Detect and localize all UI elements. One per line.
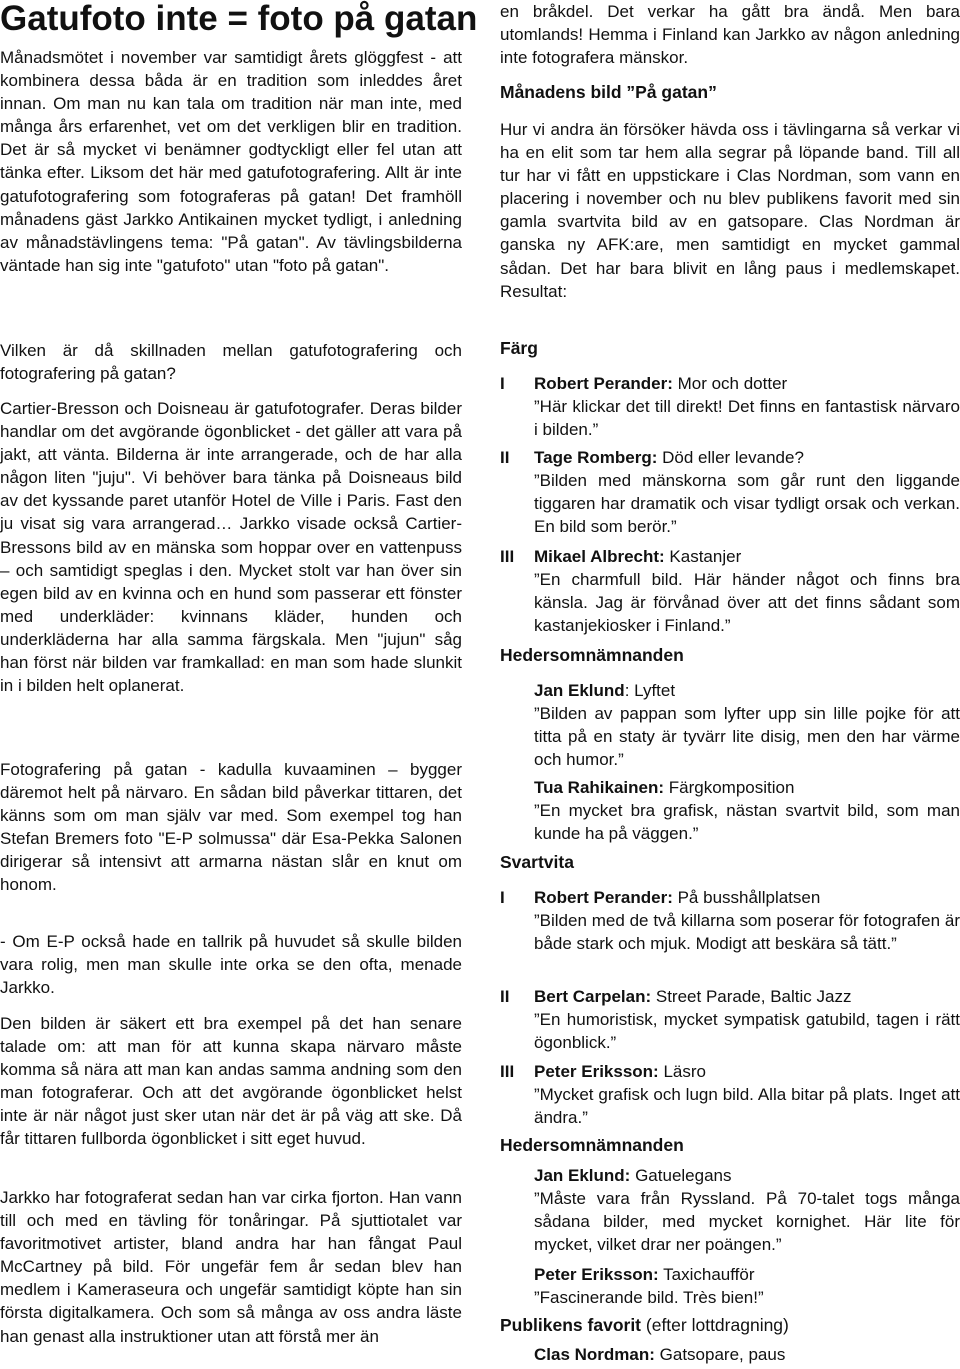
jury-comment: ”Här klickar det till direkt! Det finns en fantastisk närvaro i bilden.” bbox=[534, 397, 960, 440]
paragraph-gatufotografer: Cartier-Bresson och Doisneau är gatufotografer. Deras bilder handlar om det avgörande ögonblicket - det gäller att vara på jakt, att vänta. Bilderna är inte arrangerade, och de har alla någon liten "juju". Vi behöver bara tänka på Doisneaus bild av det kyssande paret utanför Hotel de Ville i Paris. Fast den ju visat sig vara arrangerad… Jarkko visade också Cartier-Bressons bild av en mänska som hoppar over en vattenpuss – och samtidigt speglas i den. Mycket stolt var han över sin egen bild av en kvinna och en hund som passerar ett fönster med underkläder: kvinnans kläder, hunden och underkläderna har alla samma färgskala. Men "jujun" såg han först när bilden var framkallad: en man som hade slunkit in i bilden helt oplanerat. bbox=[0, 399, 462, 696]
jury-comment: ”En charmfull bild. Här händer något och finns bra känsla. Jag är förvånad över att det finns sådant som kastanjekiosker i Finland.” bbox=[534, 570, 960, 636]
photographer-name: Tage Romberg: bbox=[534, 448, 658, 467]
photo-title: Död eller levande? bbox=[657, 448, 804, 467]
hedersomnamnanden-heading: Hedersomnämnanden bbox=[500, 645, 684, 665]
paragraph-narvaro: Fotografering på gatan - kadulla kuvaaminen – bygger däremot helt på närvaro. En sådan bild påverkar tittaren, det känns som om man själv var med. Som exempel tog han Stefan Bremers foto "E-P solmussa" där Esa-Pekka Salonen dirigerar så intensivt att armarna nästan slår en knut om honom. bbox=[0, 760, 462, 895]
farg-heading: Färg bbox=[500, 338, 538, 358]
month-text: Hur vi andra än försöker hävda oss i tävlingarna så verkar vi ha en elit som tar hem alla segrar på löpande band. Till all tur har vi fått en uppstickare i Clas Nordman, som vann en placering i november och nu blev publikens favorit med sin gamla svartvita bild av en gatsopare. Clas Nordman är ganska ny AFK:are, men samtidigt en mycket gammal sådan. Det har bara blivit en lång paus i medlemskapet. Resultat: bbox=[500, 120, 960, 301]
jury-comment: ”En mycket bra grafisk, nästan svartvit bild, som man kunde ha på väggen.” bbox=[534, 801, 960, 844]
paragraph-intro: Månadsmötet i november var samtidigt årets glöggfest - att kombinera dessa båda är en tradition som inleddes året innan. Om man nu kan tala om tradition när man inte, med många års erfarenhet, vet om det verkligen blir en tradition. Det är så mycket vi benämner godtyckligt eller fel utan att tänka efter. Liksom det här med gatufotografering. Allt är inte gatufotografering som fotograferas på gatan! Det framhöll månadens gäst Jarkko Antikainen mycket tydligt, i anledning av månadstävlingens tema: "På gatan". Av tävlingsbilderna väntade han sig inte "gatufoto" utan "foto på gatan". bbox=[0, 48, 462, 275]
photographer-name: Peter Eriksson: bbox=[534, 1062, 659, 1081]
jury-comment: ”Bilden med de två killarna som poserar för fotografen är både stark och mjuk. Modigt att beskära så tätt.” bbox=[534, 911, 960, 954]
photographer-name: Robert Perander: bbox=[534, 374, 673, 393]
photo-title: Läsro bbox=[658, 1062, 706, 1081]
photographer-name: Clas Nordman: bbox=[534, 1345, 655, 1364]
result-rank: II bbox=[500, 987, 510, 1006]
photo-title: Gatuelegans bbox=[630, 1166, 732, 1185]
article-title: Gatufoto inte = foto på gatan bbox=[0, 0, 478, 38]
result-rank: III bbox=[500, 547, 515, 566]
photo-title: Kastanjer bbox=[664, 547, 742, 566]
photo-title: Gatsopare, paus bbox=[654, 1345, 786, 1364]
jury-comment: ”Bilden av pappan som lyfter upp sin lille pojke för att titta på en staty är tyvärr lite disig, men den har värme och humor.” bbox=[534, 704, 960, 770]
publikens-favorit-note: (efter lottdragning) bbox=[641, 1315, 789, 1335]
photo-title: Färgkomposition bbox=[664, 778, 795, 797]
month-heading: Månadens bild ”På gatan” bbox=[500, 82, 717, 102]
result-rank: I bbox=[500, 888, 505, 907]
result-rank: I bbox=[500, 374, 505, 393]
result-rank: II bbox=[500, 448, 510, 467]
photographer-name: Tua Rahikainen: bbox=[534, 778, 665, 797]
paragraph-question: Vilken är då skillnaden mellan gatufotografering och fotografering på gatan? bbox=[0, 341, 462, 384]
photographer-name: Peter Eriksson: bbox=[534, 1265, 659, 1284]
photographer-name: Jan Eklund: bbox=[534, 1166, 631, 1185]
photographer-name: Robert Perander: bbox=[534, 888, 673, 907]
jury-comment: ”Mycket grafisk och lugn bild. Alla bitar på plats. Inget att ändra.” bbox=[534, 1085, 960, 1128]
paragraph-quote: - Om E-P också hade en tallrik på huvudet så skulle bilden vara rolig, men man skulle inte orka se den ofta, menade Jarkko. bbox=[0, 932, 462, 998]
publikens-favorit-label: Publikens favorit bbox=[500, 1315, 642, 1335]
paragraph-exempel: Den bilden är säkert ett bra exempel på det han senare talade om: att man för att kunna skapa närvaro måste komma så nära att man kan andas samma andning som den man fotograferar. Och att det avgörande ögonblicket helst inte är när något just sker utan när det är på väg att ske. Då får tittaren fullborda ögonblicket i sitt eget huvud. bbox=[0, 1014, 462, 1149]
photographer-name: Jan Eklund bbox=[534, 681, 625, 700]
paragraph-continuation: en bråkdel. Det verkar ha gått bra ändå. Men bara utomlands! Hemma i Finland kan Jarkko av någon anledning inte fotografera mänskor. bbox=[500, 2, 960, 68]
photo-title: Street Parade, Baltic Jazz bbox=[651, 987, 852, 1006]
jury-comment: ”Bilden med mänskorna som går runt den liggande tiggaren har dramatik och visar tydligt orsak och verkan. En bild som berör.” bbox=[534, 471, 960, 537]
svartvita-heading: Svartvita bbox=[500, 852, 574, 872]
photo-title: På busshållplatsen bbox=[672, 888, 821, 907]
hedersomnamnanden-heading-2: Hedersomnämnanden bbox=[500, 1135, 684, 1155]
photo-title: Mor och dotter bbox=[672, 374, 788, 393]
result-rank: III bbox=[500, 1062, 515, 1081]
photographer-name: Mikael Albrecht: bbox=[534, 547, 665, 566]
photographer-name: Bert Carpelan: bbox=[534, 987, 652, 1006]
jury-comment: ”Fascinerande bild. Très bien!” bbox=[534, 1288, 764, 1308]
jury-comment: ”En humoristisk, mycket sympatisk gatubild, tagen i rätt ögonblick.” bbox=[534, 1010, 960, 1053]
photo-title: : Lyftet bbox=[624, 681, 676, 700]
publikens-favorit-heading bbox=[500, 1314, 789, 1337]
jury-comment: ”Måste vara från Ryssland. På 70-talet togs många sådana bilder, med mycket kornighet. Här lite för mycket, vilket drar ner poängen.” bbox=[534, 1189, 960, 1255]
photo-title: Taxichaufför bbox=[658, 1265, 755, 1284]
paragraph-jarkko: Jarkko har fotograferat sedan han var cirka fjorton. Han vann till och med en tävling för tonåringar. På sjuttiotalet var favoritmotivet artister, bland andra har han fångat Paul McCartney på bild. För ungefär fem år sedan blev han medlem i Kameraseura och ungefär samtidigt köpte han sin första digitalkamera. Och som så många av oss andra läste han genast alla instruktioner utan att förstå mer än bbox=[0, 1188, 462, 1346]
